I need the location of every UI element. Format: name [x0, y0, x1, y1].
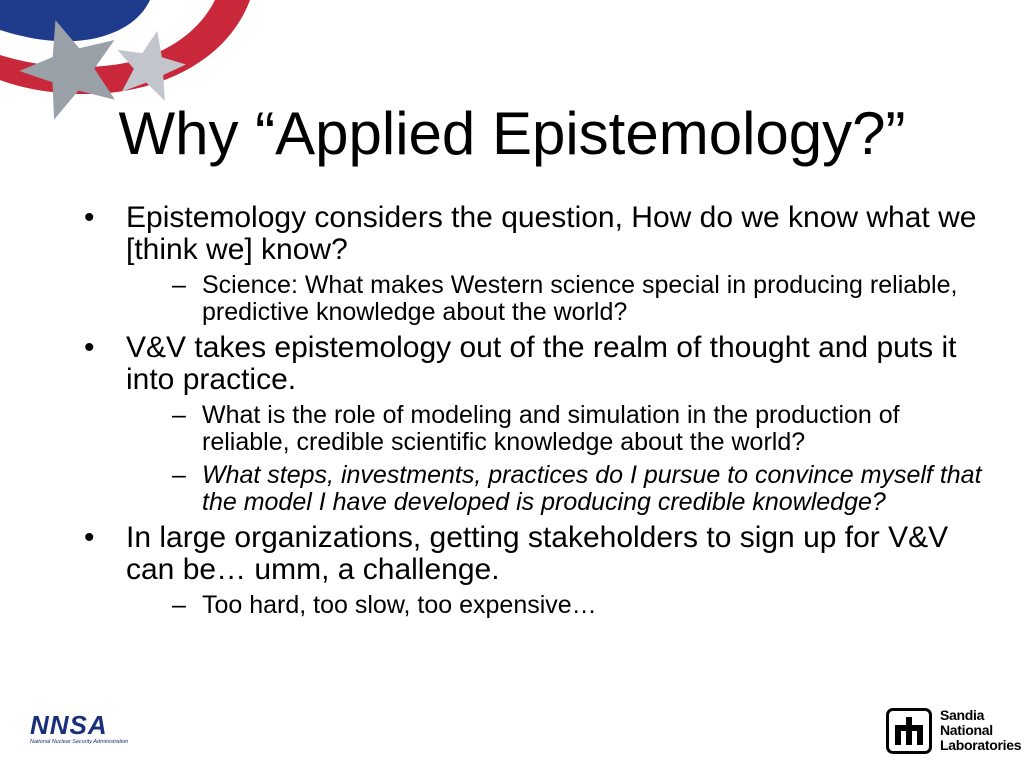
sandia-thunderbird-icon — [886, 708, 932, 754]
sub-bullet-item — [172, 402, 984, 456]
sub-bullet-item — [172, 592, 984, 619]
nnsa-logo — [28, 712, 128, 748]
sub-bullet-text: Science: What makes Western science special in producing reliable, predictive knowledge about the world? — [202, 271, 958, 326]
sandia-line-2: National — [940, 722, 993, 738]
sub-bullet-text: Too hard, too slow, too expensive… — [202, 591, 597, 619]
bullet-marker: • — [84, 201, 95, 234]
sandia-line-3: Laboratories — [940, 737, 1022, 753]
bullet-text: In large organizations, getting stakeholders to sign up for V&V can be… umm, a challenge. — [126, 521, 949, 586]
slide-title: Why “Applied Epistemology?” — [118, 100, 906, 167]
bullet-item — [84, 522, 984, 586]
bullet-text: Epistemology considers the question, How do we know what we [think we] know? — [126, 201, 977, 266]
dash-marker: – — [172, 461, 186, 489]
bullet-text: V&V takes epistemology out of the realm of thought and puts it into practice. — [126, 331, 957, 396]
sub-bullet-item — [172, 462, 984, 516]
sub-bullet-item — [172, 272, 984, 326]
sandia-name — [940, 708, 1021, 753]
bullet-item — [84, 332, 984, 396]
sandia-line-1: Sandia — [940, 707, 985, 723]
sub-bullet-text: What is the role of modeling and simulation in the production of reliable, credible scientific knowledge about the world? — [202, 401, 900, 456]
nnsa-logo-text: NNSA — [30, 710, 108, 740]
dash-marker: – — [172, 591, 186, 619]
bullet-marker: • — [84, 331, 95, 364]
bullet-item — [84, 202, 984, 266]
dash-marker: – — [172, 401, 186, 429]
sub-bullet-text: What steps, investments, practices do I pursue to convince myself that the model I have developed is producing credible knowledge? — [202, 461, 982, 516]
dash-marker: – — [172, 271, 186, 299]
bullet-marker: • — [84, 521, 95, 554]
sandia-logo — [886, 707, 1022, 760]
nnsa-subtitle: National Nuclear Security Administration — [30, 739, 129, 745]
bullet-list — [84, 196, 984, 623]
